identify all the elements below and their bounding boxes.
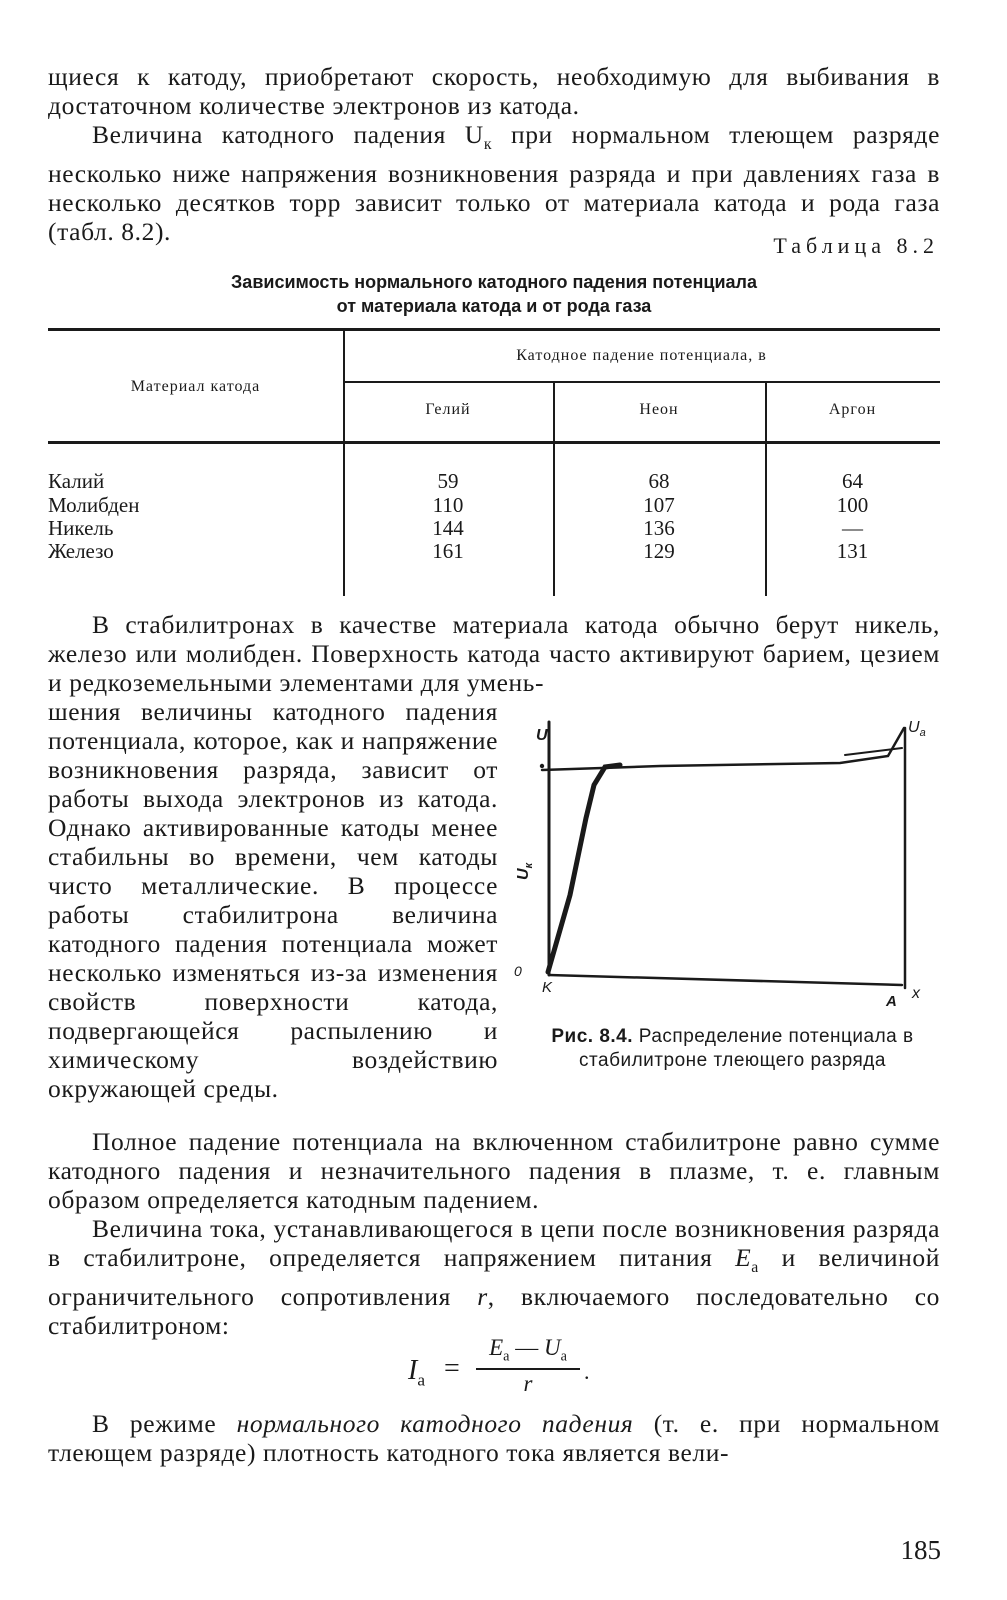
value-cell: 161 (432, 539, 464, 563)
figure-caption (520, 1025, 945, 1073)
label-uk: $U_к$ (515, 862, 535, 880)
material-cell: Никель (48, 516, 114, 540)
material-cell: Молибден (48, 493, 140, 517)
p6-e-subscript: а (751, 1259, 759, 1277)
paragraph-5: Полное падение потенциала на включенном стабилитроне равно сумме катодного падения и незначительного падения в плазме, т. е. главным образом определяется катодным падением. (48, 1127, 940, 1214)
value-cell: 59 (437, 469, 459, 493)
p6-e-symbol: E (735, 1243, 752, 1272)
table-title-line-2: от материала катода и от рода газа (336, 296, 652, 316)
group-header: Катодное падение потенциала, в (516, 347, 767, 364)
material-cell: Калий (48, 469, 105, 493)
material-cell: Железо (48, 539, 114, 563)
x-axis (549, 975, 902, 985)
value-cell: 68 (648, 469, 670, 493)
formula-period: . (584, 1359, 590, 1384)
voltage-level-curve (542, 728, 904, 770)
formula-denominator: r (523, 1371, 533, 1396)
p2-start: Величина катодного падения U (92, 120, 484, 149)
paragraph-4: шения величины катодного падения потенциала, которое, как и напряжение возникновения разряда, зависит от работы выхода электронов из катода. Однако активированные катоды менее стабильны во времени, чем катоды чисто металлические. В процессе работы стабилитрона величина катодного падения потенциала может несколько изменяться из-за изменения свойств поверхности катода, подвергающейся распылению и химическому воздействию окружающей среды. (48, 697, 498, 1103)
value-cell: — (842, 516, 863, 540)
label-ua: $U_a$ (908, 719, 926, 739)
table-title (48, 270, 940, 318)
paragraph-6 (48, 1214, 940, 1340)
potential-curve (548, 765, 620, 972)
value-cell: 131 (836, 539, 869, 563)
paragraph-1: щиеся к катоду, приобретают скорость, необходимую для выбивания в достаточном количестве электронов из катода. (48, 62, 940, 120)
label-k: K (542, 979, 553, 996)
potential-curve-end (845, 748, 902, 755)
value-cell: 129 (643, 539, 675, 563)
table-number: Таблица 8.2 (773, 233, 939, 258)
formula-equals: = (444, 1353, 460, 1384)
formula-lhs: $I_a$ (408, 1355, 426, 1390)
p6-r-symbol: r (477, 1282, 488, 1312)
potential-distribution-figure (510, 710, 950, 1020)
caption-text: Распределение потенциала в стабилитроне тлеющего разряда (579, 1026, 914, 1071)
paragraph-7 (48, 1409, 940, 1467)
p2-subscript: к (483, 136, 493, 154)
p7-start: В режиме (92, 1409, 237, 1438)
label-origin: 0 (514, 963, 522, 979)
value-cell: 136 (643, 516, 675, 540)
material-header: Материал катода (130, 378, 261, 395)
gas-header-neon: Неон (639, 401, 679, 418)
p7-italic: нормального катодного падения (236, 1409, 634, 1438)
table-group-rule (343, 381, 940, 383)
p6-end: , включаемого последовательно со стабилитроном: (48, 1282, 940, 1341)
table-top-rule (48, 328, 940, 331)
gas-header-argon: Аргон (828, 401, 877, 418)
value-cell: 107 (643, 493, 675, 517)
table-title-line-1: Зависимость нормального катодного падения потенциала (231, 272, 757, 292)
value-cell: 64 (842, 469, 863, 493)
paragraph-3: В стабилитронах в качестве материала катода обычно берут никель, железо или молибден. Поверхность катода часто активируют барием, цезием и редкоземельными элементами для умень- (48, 610, 940, 697)
paragraph-2 (48, 120, 940, 246)
p6-middle: и величиной ограничительного сопротивления (48, 1243, 940, 1312)
value-cell: 100 (836, 493, 869, 517)
start-dot (540, 764, 544, 768)
caption-number: Рис. 8.4. (551, 1026, 634, 1047)
label-a: A (886, 993, 897, 1010)
value-cell: 110 (432, 493, 464, 517)
label-x: x (912, 985, 920, 1002)
p2-rest: при нормальном тлеющем разряде несколько ниже напряжения возникновения разряда и при давлениях газа в несколько десятков торр зависит только от материала катода и рода газа (табл. 8.2). (48, 120, 940, 247)
current-formula (400, 1335, 620, 1405)
formula-numerator: $E_a$ — $U_a$ (489, 1335, 567, 1365)
value-cell: 144 (432, 516, 464, 540)
table-header-rule (48, 441, 940, 444)
formula-fraction-bar (476, 1368, 580, 1370)
p7-end: (т. е. при нормальном тлеющем разряде) плотность катодного тока является вели- (48, 1409, 940, 1467)
page-number: 185 (900, 1535, 941, 1565)
p6-start: Величина тока, устанавливающегося в цепи после возникновения разряда в стабилитроне, определяется напряжением питания (48, 1214, 940, 1272)
label-u: U (536, 727, 548, 744)
gas-header-helium: Гелий (425, 401, 471, 418)
